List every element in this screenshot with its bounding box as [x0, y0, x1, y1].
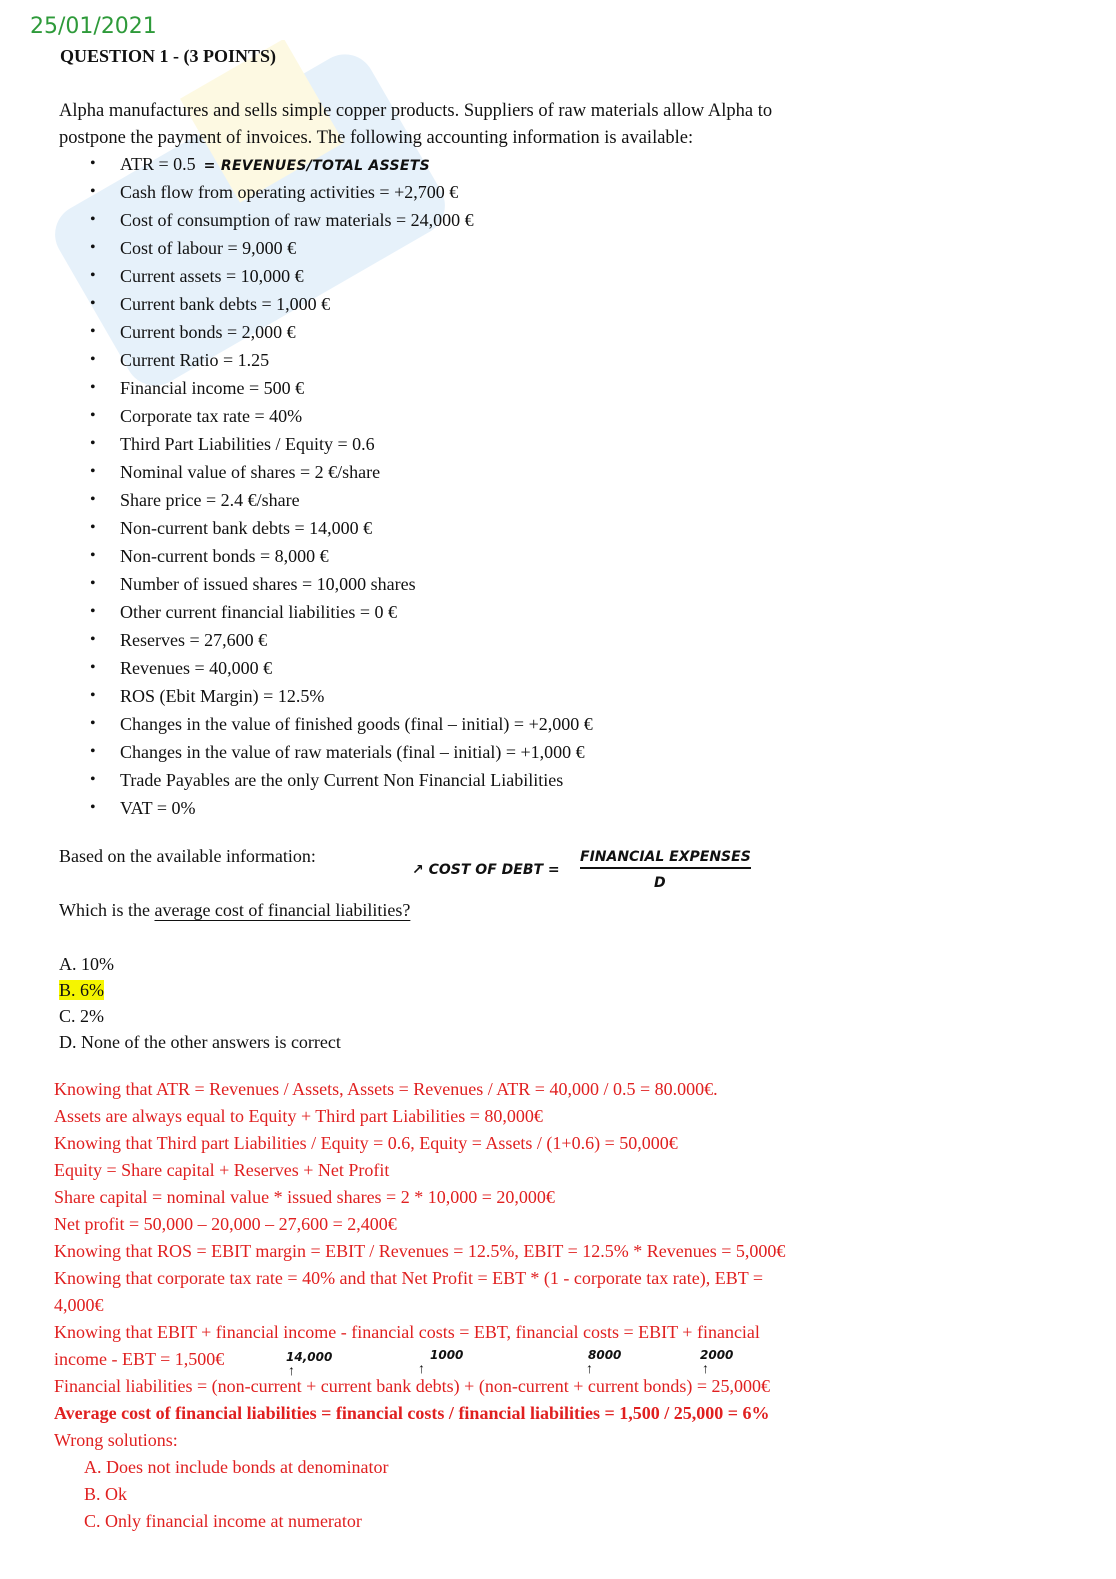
- fact-item: • Changes in the value of finished goods (final – initial) = +2,000 €: [60, 710, 593, 738]
- solution-line: Knowing that corporate tax rate = 40% and that Net Profit = EBT * (1 - corporate tax rate), EBT =: [54, 1268, 764, 1288]
- wrong-solutions-title: Wrong solutions:: [54, 1430, 178, 1450]
- fact-item: • Current bank debts = 1,000 €: [60, 290, 593, 318]
- fact-item: • Current assets = 10,000 €: [60, 262, 593, 290]
- question-title: QUESTION 1 - (3 POINTS): [60, 46, 277, 66]
- atr-handwritten-note: = REVENUES/TOTAL ASSETS: [203, 158, 430, 174]
- solution-line: Assets are always equal to Equity + Third part Liabilities = 80,000€: [54, 1106, 543, 1126]
- solution-block: [54, 1076, 785, 1535]
- arrow-icon: ↗: [412, 862, 429, 878]
- solution-line: Equity = Share capital + Reserves + Net Profit: [54, 1160, 390, 1180]
- fact-item: • Changes in the value of raw materials (final – initial) = +1,000 €: [60, 738, 593, 766]
- fact-item: • Corporate tax rate = 40%: [60, 402, 593, 430]
- solution-line: 4,000€: [54, 1295, 104, 1315]
- fact-item: • ROS (Ebit Margin) = 12.5%: [60, 682, 593, 710]
- hand-number: 2000: [700, 1348, 734, 1362]
- arrow-up-icon: ↑: [702, 1362, 709, 1377]
- fact-item: • Cash flow from operating activities = +2,700 €: [60, 178, 593, 206]
- cost-of-debt-note: [412, 862, 560, 878]
- answer-options: [59, 951, 341, 1055]
- solution-line: income - EBT = 1,500€: [54, 1349, 225, 1369]
- answer-b-highlight: B. 6%: [59, 980, 104, 1000]
- fact-item: • Non-current bank debts = 14,000 €: [60, 514, 593, 542]
- intro-line: Alpha manufactures and sells simple copper products. Suppliers of raw materials allow Alpha to: [59, 101, 773, 121]
- wrong-item: B. Ok: [84, 1484, 128, 1504]
- fact-item: • Nominal value of shares = 2 €/share: [60, 458, 593, 486]
- solution-final-line: [54, 1400, 785, 1427]
- fact-item: [60, 150, 593, 178]
- answer-c: C. 2%: [59, 1006, 104, 1026]
- question-text: [59, 900, 410, 921]
- fact-item: • Cost of labour = 9,000 €: [60, 234, 593, 262]
- intro-line: postpone the payment of invoices. The following accounting information is available:: [59, 128, 694, 148]
- solution-part: Average cost of: [54, 1403, 176, 1423]
- solution-part: = 1,500 / 25,000 = 6%: [599, 1403, 770, 1423]
- wrong-solutions-list: [54, 1454, 785, 1535]
- fact-item: • Number of issued shares = 10,000 shares: [60, 570, 593, 598]
- fact-item: • VAT = 0%: [60, 794, 593, 822]
- fact-item: • Revenues = 40,000 €: [60, 654, 593, 682]
- fact-item: • Current bonds = 2,000 €: [60, 318, 593, 346]
- fraction-numerator: FINANCIAL EXPENSES: [580, 849, 751, 869]
- question-prefix: Which is the: [59, 900, 155, 920]
- question-underlined: average cost of financial liabilities?: [154, 900, 411, 920]
- cost-of-debt-label: COST OF DEBT =: [428, 862, 560, 878]
- solution-part: financial liabilities: [175, 1403, 317, 1423]
- fact-item: • Cost of consumption of raw materials = 24,000 €: [60, 206, 593, 234]
- solution-line: Knowing that Third part Liabilities / Equity = 0.6, Equity = Assets / (1+0.6) = 50,000€: [54, 1133, 678, 1153]
- solution-line: Net profit = 50,000 – 20,000 – 27,600 = 2,400€: [54, 1214, 397, 1234]
- arrow-up-icon: ↑: [586, 1362, 593, 1377]
- fact-item: • Financial income = 500 €: [60, 374, 593, 402]
- based-on-text: Based on the available information:: [59, 846, 316, 866]
- solution-part: =: [316, 1403, 336, 1423]
- wrong-item: C. Only financial income at numerator: [84, 1511, 362, 1531]
- facts-list: [60, 150, 593, 822]
- hand-number: 1000: [430, 1348, 464, 1362]
- solution-line: Share capital = nominal value * issued shares = 2 * 10,000 = 20,000€: [54, 1187, 555, 1207]
- answer-b: [59, 977, 341, 1003]
- wrong-item: A. Does not include bonds at denominator: [84, 1457, 389, 1477]
- fact-item: • Trade Payables are the only Current Non Financial Liabilities: [60, 766, 593, 794]
- date-note: 25/01/2021: [30, 14, 157, 39]
- solution-line: Knowing that ROS = EBIT margin = EBIT / Revenues = 12.5%, EBIT = 12.5% * Revenues = 5,000€: [54, 1241, 786, 1261]
- arrow-up-icon: ↑: [418, 1362, 425, 1377]
- fraction-denominator: D: [654, 875, 666, 891]
- solution-line: Financial liabilities = (non-current + current bank debts) + (non-current + current bonds) = 25,000€: [54, 1376, 771, 1396]
- solution-line: Knowing that ATR = Revenues / Assets, Assets = Revenues / ATR = 40,000 / 0.5 = 80.000€.: [54, 1079, 718, 1099]
- fact-item: • Other current financial liabilities = 0 €: [60, 598, 593, 626]
- hand-number: 8000: [588, 1348, 622, 1362]
- solution-line: Knowing that EBIT + financial income - financial costs = EBT, financial costs = EBIT + financial: [54, 1322, 760, 1342]
- fact-item: • Current Ratio = 1.25: [60, 346, 593, 374]
- fact-text: ATR = 0.5: [120, 154, 196, 174]
- solution-part: /: [444, 1403, 459, 1423]
- fact-item: • Reserves = 27,600 €: [60, 626, 593, 654]
- fact-item: • Non-current bonds = 8,000 €: [60, 542, 593, 570]
- hand-number: 14,000: [286, 1350, 333, 1364]
- fact-item: • Share price = 2.4 €/share: [60, 486, 593, 514]
- fact-item: • Third Part Liabilities / Equity = 0.6: [60, 430, 593, 458]
- solution-part: financial liabilities: [458, 1403, 600, 1423]
- answer-d: D. None of the other answers is correct: [59, 1032, 341, 1052]
- answer-a: A. 10%: [59, 954, 114, 974]
- arrow-up-icon: ↑: [288, 1364, 295, 1379]
- intro-text: [59, 98, 772, 152]
- solution-part: financial costs: [335, 1403, 445, 1423]
